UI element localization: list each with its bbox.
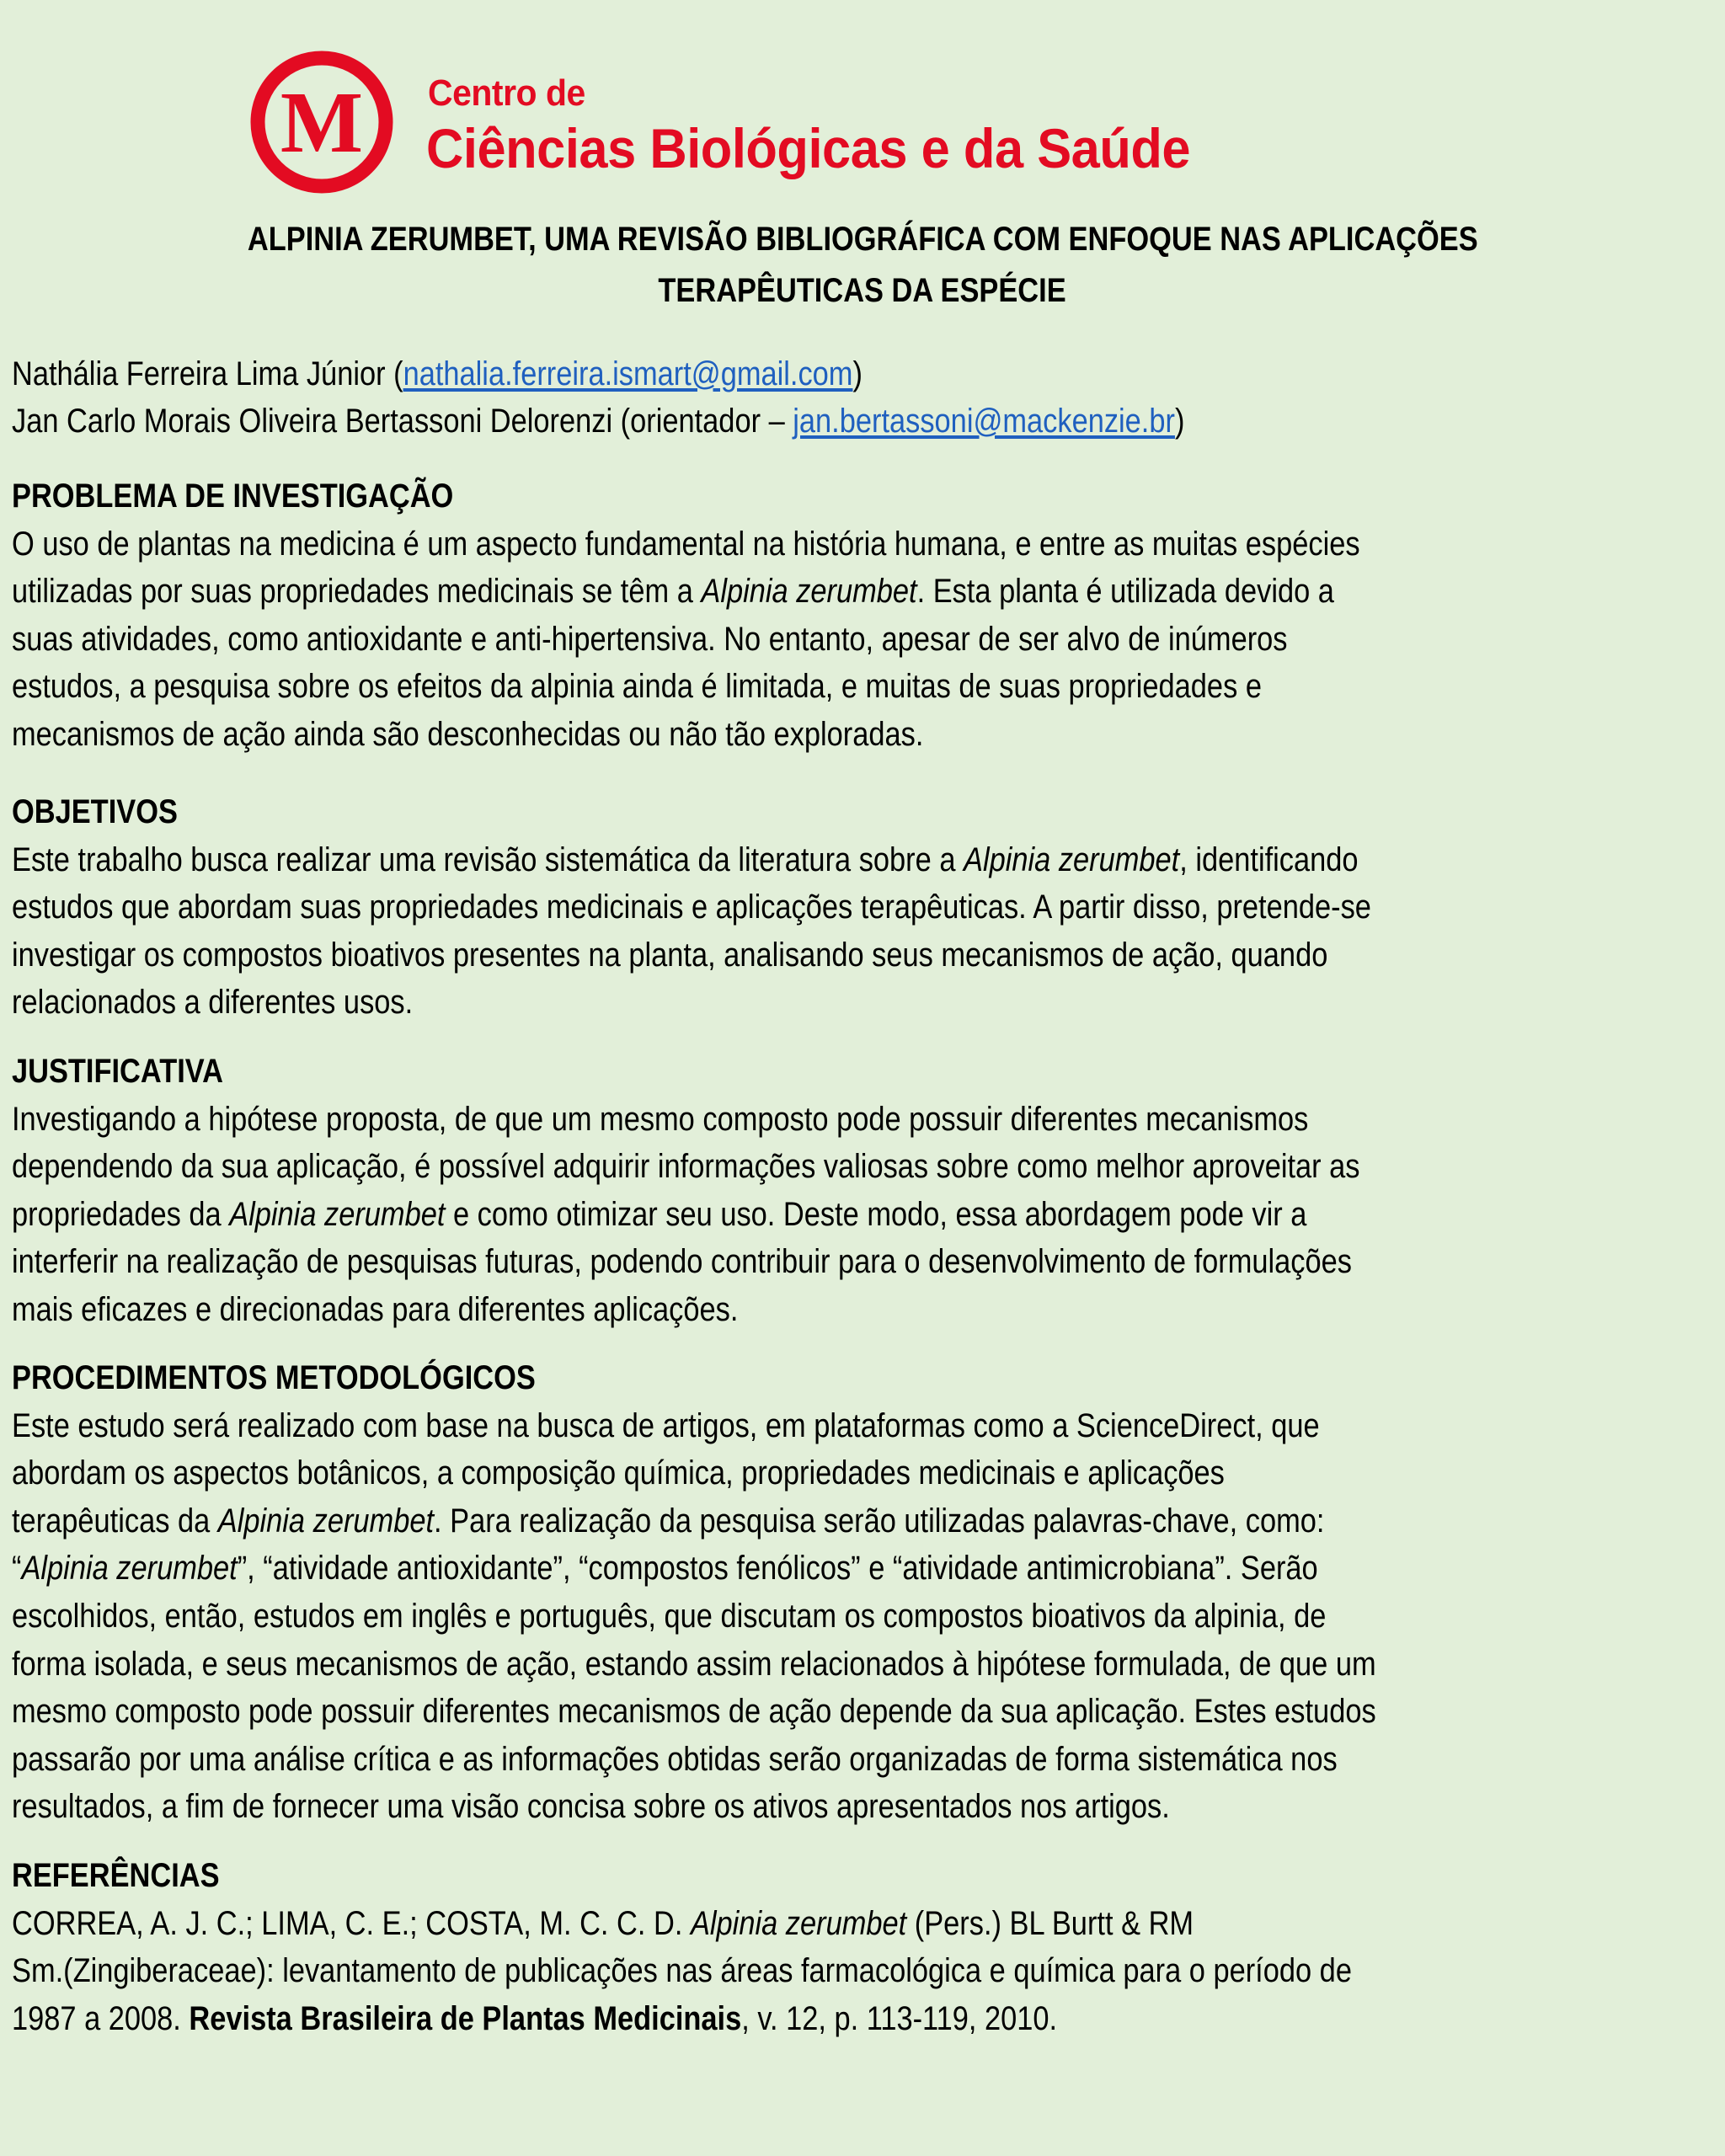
species-name: Alpinia zerumbet — [217, 1502, 435, 1540]
paragraph-line — [12, 524, 1360, 564]
species-name: Alpinia zerumbet — [964, 841, 1180, 878]
text-run: investigar os compostos bioativos presentes na planta, analisando seus mecanismos de ação, quando — [12, 936, 1328, 974]
paragraph-line — [12, 1146, 1360, 1187]
text-run: , identificando — [1179, 841, 1359, 878]
advisor-email-link[interactable]: jan.bertassoni@mackenzie.br — [793, 403, 1175, 440]
text-run: . Para realização da pesquisa serão utilizadas palavras-chave, como: — [434, 1502, 1325, 1540]
paragraph-line — [12, 1501, 1324, 1541]
paragraph-line — [12, 1099, 1308, 1139]
text-run: forma isolada, e seus mecanismos de ação, estando assim relacionados à hipótese formulada, de que um — [12, 1645, 1376, 1683]
brand-name-line1: Centro de — [428, 72, 585, 114]
paragraph-line — [12, 982, 413, 1022]
paragraph-line — [12, 666, 1262, 707]
text-run: mecanismos de ação ainda são desconhecidas ou não tão exploradas. — [12, 716, 924, 753]
paragraph-line — [12, 1786, 1170, 1827]
section-heading: REFERÊNCIAS — [12, 1857, 220, 1894]
author-email-link[interactable]: nathalia.ferreira.ismart@gmail.com — [403, 355, 853, 392]
text-run: Este trabalho busca realizar uma revisão sistemática da literatura sobre a — [12, 841, 964, 878]
text-run: O uso de plantas na medicina é um aspecto fundamental na história humana, e entre as muitas espécies — [12, 525, 1360, 563]
paragraph-line — [12, 1194, 1306, 1235]
text-run: “ — [12, 1550, 22, 1588]
section-heading: PROBLEMA DE INVESTIGAÇÃO — [12, 478, 454, 515]
text-run: e como otimizar seu uso. Deste modo, essa abordagem pode vir a — [445, 1195, 1307, 1233]
text-run: dependendo da sua aplicação, é possível adquirir informações valiosas sobre como melhor aproveitar as — [12, 1148, 1360, 1186]
section-heading: OBJETIVOS — [12, 793, 178, 830]
paragraph-line — [12, 1453, 1225, 1493]
paragraph-line — [12, 935, 1327, 975]
reference-line — [12, 1903, 1194, 1944]
text-run: suas atividades, como antioxidante e anti-hipertensiva. No entanto, apesar de ser alvo de inúmeros — [12, 620, 1288, 658]
text-run: CORREA, A. J. C.; LIMA, C. E.; COSTA, M. C. C. D. — [12, 1904, 691, 1942]
text-run: mais eficazes e direcionadas para diferentes aplicações. — [12, 1291, 739, 1328]
paragraph-line — [12, 714, 923, 755]
logo-letter: M — [280, 74, 364, 171]
text-run: 1987 a 2008. — [12, 1999, 190, 2037]
brand-name-line2: Ciências Biológicas e da Saúde — [426, 117, 1191, 179]
paragraph-line — [12, 1691, 1376, 1732]
species-name: Alpinia zerumbet — [701, 573, 917, 611]
institution-header — [0, 0, 1725, 202]
text-run: estudos, a pesquisa sobre os efeitos da alpinia ainda é limitada, e muitas de suas propriedades e — [12, 668, 1262, 706]
paragraph-line — [12, 1289, 738, 1330]
paragraph-line — [12, 1406, 1320, 1446]
text-run: relacionados a diferentes usos. — [12, 984, 414, 1022]
reference-line — [12, 1999, 1057, 2039]
journal-title: Revista Brasileira de Plantas Medicinais — [189, 1999, 742, 2037]
paragraph-line — [12, 1644, 1376, 1684]
paragraph-line — [12, 887, 1371, 927]
text-run: resultados, a fim de fornecer uma visão concisa sobre os ativos apresentados nos artigos. — [12, 1788, 1170, 1826]
text-run: terapêuticas da — [12, 1502, 218, 1540]
advisor-line: Jan Carlo Morais Oliveira Bertassoni Delorenzi (orientador – jan.bertassoni@mackenzie.br) — [12, 403, 1185, 440]
text-run: , v. 12, p. 113-119, 2010. — [741, 1999, 1058, 2037]
paragraph-line — [12, 1548, 1318, 1588]
paragraph-line — [12, 571, 1334, 611]
text-run: (Pers.) BL Burtt & RM — [906, 1904, 1194, 1942]
text-run: Investigando a hipótese proposta, de que um mesmo composto pode possuir diferentes mecanismos — [12, 1100, 1309, 1138]
text-run: propriedades da — [12, 1195, 230, 1233]
species-name: Alpinia zerumbet — [21, 1550, 238, 1588]
paragraph-line — [12, 1739, 1338, 1780]
section-heading: JUSTIFICATIVA — [12, 1053, 223, 1090]
text-run: passarão por uma análise crítica e as informações obtidas serão organizadas de forma sistemática nos — [12, 1740, 1338, 1778]
text-run: estudos que abordam suas propriedades medicinais e aplicações terapêuticas. A partir disso, pretende-se — [12, 889, 1371, 926]
reference-line — [12, 1951, 1352, 1991]
text-run: escolhidos, então, estudos em inglês e português, que discutam os compostos bioativos da alpinia, de — [12, 1598, 1327, 1635]
text-run: Sm.(Zingiberaceae): levantamento de publicações nas áreas farmacológica e química para o período de — [12, 1952, 1352, 1990]
paragraph-line — [12, 619, 1288, 659]
text-run: ”, “atividade antioxidante”, “compostos fenólicos” e “atividade antimicrobiana”. Serão — [237, 1550, 1318, 1588]
section-heading: PROCEDIMENTOS METODOLÓGICOS — [12, 1359, 536, 1396]
text-run: . Esta planta é utilizada devido a — [916, 573, 1334, 611]
text-run: abordam os aspectos botânicos, a composição química, propriedades medicinais e aplicações — [12, 1454, 1225, 1492]
document-title-line2: TERAPÊUTICAS DA ESPÉCIE — [658, 272, 1067, 309]
text-run: interferir na realização de pesquisas futuras, podendo contribuir para o desenvolvimento de formulações — [12, 1243, 1352, 1281]
species-name: Alpinia zerumbet — [690, 1904, 907, 1942]
text-run: Este estudo será realizado com base na busca de artigos, em plataformas como a ScienceDirect, que — [12, 1406, 1320, 1444]
paragraph-line — [12, 1596, 1326, 1636]
text-run: utilizadas por suas propriedades medicinais se têm a — [12, 573, 702, 611]
paragraph-line — [12, 1241, 1352, 1282]
text-run: mesmo composto pode possuir diferentes mecanismos de ação depende da sua aplicação. Estes estudos — [12, 1693, 1376, 1731]
mackenzie-logo-icon — [249, 50, 394, 195]
document-title-line1: ALPINIA ZERUMBET, UMA REVISÃO BIBLIOGRÁFICA COM ENFOQUE NAS APLICAÇÕES — [247, 221, 1478, 258]
paragraph-line — [12, 840, 1359, 880]
author-line: Nathália Ferreira Lima Júnior (nathalia.ferreira.ismart@gmail.com) — [12, 355, 862, 392]
species-name: Alpinia zerumbet — [229, 1195, 446, 1233]
